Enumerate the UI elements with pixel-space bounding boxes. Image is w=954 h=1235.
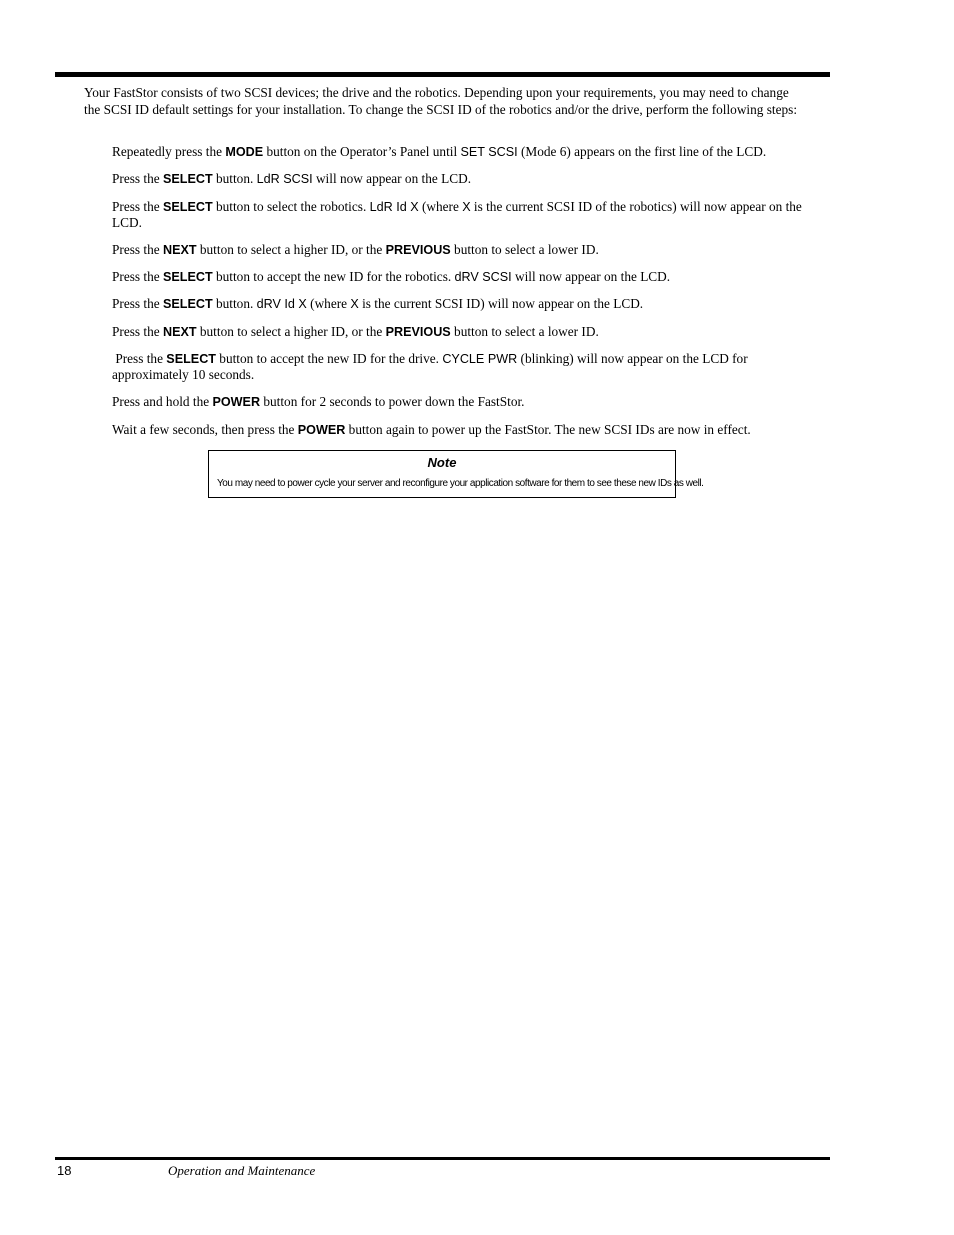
lcd-text: LdR Id X	[369, 199, 419, 214]
step-3: Press the SELECT button to select the robotics. LdR Id X (where X is the current SCSI ID of the robotics) will now appear on the LCD.	[112, 198, 802, 230]
select-button-ref: SELECT	[162, 270, 213, 285]
lcd-text: LdR SCSI	[256, 172, 313, 187]
next-button-ref: NEXT	[162, 242, 197, 257]
step-9: Press and hold the POWER button for 2 seconds to power down the FastStor.	[112, 394, 525, 410]
step-5: Press the SELECT button to accept the new ID for the robotics. dRV SCSI will now appear on the LCD.	[112, 269, 671, 285]
power-button-ref: POWER	[297, 422, 346, 437]
footer-rule	[55, 1157, 830, 1160]
page-number: 18	[57, 1163, 72, 1178]
step-6: Press the SELECT button. dRV Id X (where X is the current SCSI ID) will now appear on the LCD.	[112, 296, 644, 312]
header-rule	[55, 72, 830, 77]
lcd-text: X	[350, 297, 359, 312]
procedure-steps	[112, 144, 817, 449]
next-button-ref: NEXT	[162, 324, 197, 339]
select-button-ref: SELECT	[162, 199, 213, 214]
lcd-text: SET SCSI	[460, 145, 518, 159]
step-1: Repeatedly press the MODE button on the Operator’s Panel until SET SCSI (Mode 6) appears on the first line of the LCD.	[112, 144, 767, 159]
footer-section-title: Operation and Maintenance	[168, 1163, 316, 1178]
step-7: Press the NEXT button to select a higher ID, or the PREVIOUS button to select a lower ID.	[112, 323, 599, 339]
select-button-ref: SELECT	[162, 172, 213, 187]
select-button-ref: SELECT	[166, 352, 216, 367]
mode-button-ref: MODE	[225, 145, 264, 159]
power-button-ref: POWER	[212, 395, 261, 410]
previous-button-ref: PREVIOUS	[385, 324, 451, 339]
select-button-ref: SELECT	[162, 297, 213, 312]
intro-paragraph: Your FastStor consists of two SCSI devices; the drive and the robotics. Depending upon your requirements, you may need to change the SCSI ID default settings for your installation. To change the SCSI ID of the robotics and/or the drive, perform the following steps:	[84, 85, 798, 117]
previous-button-ref: PREVIOUS	[385, 242, 451, 257]
lcd-text: CYCLE PWR	[442, 352, 518, 367]
step-10: Wait a few seconds, then press the POWER button again to power up the FastStor. The new SCSI IDs are now in effect.	[112, 421, 751, 437]
note-box	[208, 450, 704, 498]
lcd-text: X	[462, 199, 471, 214]
step-8: Press the SELECT button to accept the new ID for the drive. CYCLE PWR (blinking) will now appear on the LCD for approximately 10 seconds.	[112, 351, 748, 383]
note-title: Note	[427, 455, 457, 470]
lcd-text: dRV Id X	[256, 297, 307, 312]
step-2: Press the SELECT button. LdR SCSI will now appear on the LCD.	[112, 171, 472, 187]
step-4: Press the NEXT button to select a higher ID, or the PREVIOUS button to select a lower ID.	[112, 241, 599, 257]
note-text: You may need to power cycle your server and reconfigure your application software for them to see these new IDs as well.	[217, 478, 704, 489]
lcd-text: dRV SCSI	[454, 270, 512, 285]
